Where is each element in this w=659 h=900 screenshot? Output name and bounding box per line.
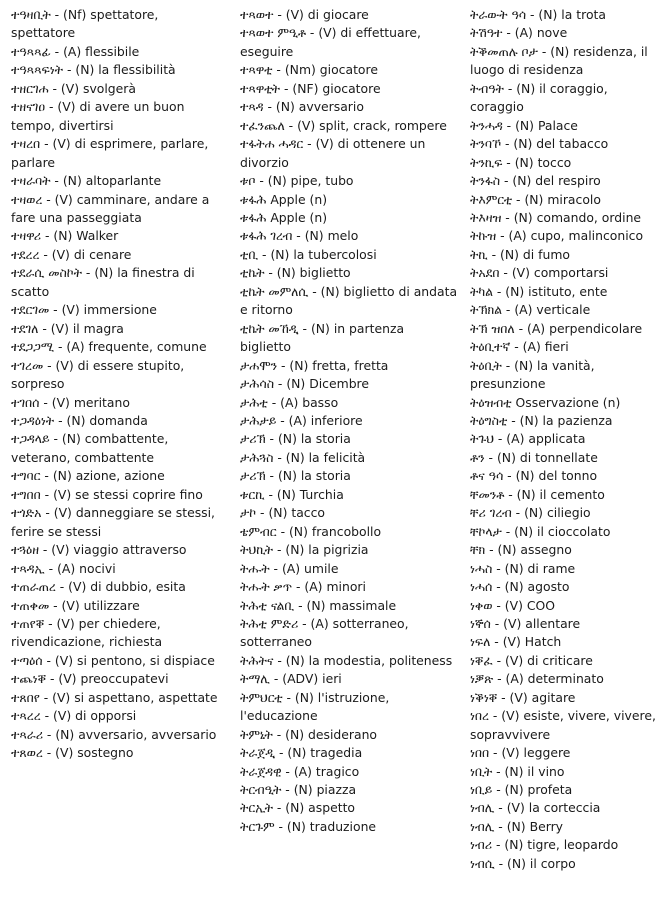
dictionary-entry: ታሕሳስ - (N) Dicembre — [240, 376, 369, 392]
dictionary-entry: ቸሪ ገረብ - (N) ciliegio — [470, 505, 591, 521]
dictionary-entry: ታሕቲ - (A) basso — [240, 394, 339, 410]
dictionary-entry: ነቀወ - (V) COO — [470, 597, 556, 613]
dictionary-entry: ትዕቢት - (N) la vanità, presunzione — [470, 357, 595, 392]
dictionary-entry: ትብዓት - (N) il coraggio, coraggio — [470, 80, 608, 115]
dictionary-entry: ተዓጻጻፍነት - (N) la flessibilità — [11, 62, 176, 78]
dictionary-entry: ትምኒት - (N) desiderano — [240, 726, 378, 742]
dictionary-entry: ትርኢት - (N) aspetto — [240, 800, 356, 816]
dictionary-entry: ተጎድአ - (V) danneggiare se stessi, ferire se stessi — [11, 505, 215, 539]
dictionary-entry: ተጣዕሰ - (V) si pentono, si dispiace — [11, 652, 215, 668]
dictionary-entry: ነበረ - (V) esiste, vivere, vivere, sopravvivere — [470, 708, 656, 742]
dictionary-entry: ተደጋጋሚ - (A) frequente, comune — [11, 339, 207, 355]
dictionary-entry: ትአደበ - (V) comportarsi — [470, 265, 609, 281]
dictionary-entry: ተጸወረ - (V) sostegno — [11, 745, 134, 761]
dictionary-entry: ትራውት ዓሳ - (N) la trota — [470, 7, 606, 22]
dictionary-entry: ነብሪ - (N) tigre, leopardo — [470, 837, 619, 853]
dictionary-entry: ትእምርቲ - (N) miracolo — [470, 191, 601, 207]
dictionary-entry: ተጻወተ ምዒቶ - (V) di effettuare, eseguire — [240, 25, 421, 59]
dictionary-entry: ተዛረበ - (V) di esprimere, parlare, parlare — [11, 136, 209, 170]
dictionary-entry: ትዕግስቲ - (N) la pazienza — [470, 412, 613, 428]
dictionary-entry: ታሐሞን - (N) fretta, fretta — [240, 357, 389, 373]
dictionary-entry: ትንሓዳ - (N) Palace — [470, 117, 578, 133]
dictionary-entry: ቸኮላታ - (N) il cioccolato — [470, 523, 611, 539]
dictionary-entry: ትምህርቲ - (N) l'istruzione, l'educazione — [240, 689, 390, 724]
dictionary-entry: ተጠቀመ - (V) utilizzare — [11, 597, 140, 613]
dictionary-entry: ነቓጽ - (A) determinato — [470, 671, 604, 687]
dictionary-entry: ቸመንቶ - (N) il cemento — [470, 486, 605, 502]
dictionary-entry: ትማሊ - (ADV) ieri — [240, 671, 342, 687]
dictionary-entry: ተፈንጨለ - (V) split, crack, rompere — [240, 117, 447, 133]
dictionary-entry: ቱቦ - (N) pipe, tubo — [240, 173, 354, 189]
dictionary-entry: ነብሲ - (N) il corpo — [470, 855, 576, 871]
dictionary-entry: ቱፋሕ ገረብ - (N) melo — [240, 228, 359, 244]
dictionary-entry: ነቕነቐ - (V) agitare — [470, 689, 576, 705]
dictionary-entry: ተፋትሐ ሓዳር - (V) di ottenere un divorzio — [240, 136, 426, 170]
dictionary-entry: ተገበሰ - (V) meritano — [11, 394, 130, 410]
dictionary-entry: ታሪኽ - (N) la storia — [240, 431, 351, 447]
dictionary-entry: ተደርገመ - (V) immersione — [11, 302, 157, 318]
dictionary-entry: ተጻወተ - (V) di giocare — [240, 7, 369, 22]
dictionary-entry: ትዕቢተኛ - (A) fieri — [470, 339, 569, 355]
dictionary-entry: ትራጀዲ - (N) tragedia — [240, 745, 363, 761]
dictionary-entry: ተጠየቐ - (V) per chiedere, rivendicazione, richiesta — [11, 615, 163, 650]
dictionary-entry: ተጻዳ - (N) avversario — [240, 99, 364, 115]
dictionary-entry: ትዕዝብቲ Osservazione (n) — [470, 394, 621, 410]
dictionary-entry: ቲኬት መኸዲ - (N) in partenza biglietto — [240, 320, 405, 355]
dictionary-entry: ትሑት - (A) umile — [240, 560, 339, 576]
dictionary-entry: ተግባር - (N) azione, azione — [11, 468, 165, 484]
dictionary-entry: ቲኬት መምለሲ - (N) biglietto di andata e ritorno — [240, 283, 458, 318]
dictionary-entry: ተዛራባት - (N) altoparlante — [11, 173, 162, 189]
dictionary-entry: ትርጉም - (N) traduzione — [240, 818, 377, 834]
dictionary-entry: ትንፋስ - (N) del respiro — [470, 173, 601, 189]
dictionary-entry: ተዘናገዐ - (V) di avere un buon tempo, divertirsi — [11, 99, 185, 133]
dictionary-entry: ታሪኽ - (N) la storia — [240, 468, 351, 484]
dictionary-entry: ቶን - (N) di tonnellate — [470, 449, 598, 465]
dictionary-entry: ተጓዕዘ - (V) viaggio attraverso — [11, 542, 187, 558]
dictionary-entry: ነብሊ - (V) la corteccia — [470, 800, 601, 816]
dictionary-entry: ተጸበየ - (V) si aspettano, aspettate — [11, 689, 218, 705]
dictionary-entry: ተዓዛቢት - (Nf) spettatore, spettatore — [11, 7, 159, 41]
dictionary-entry: ትእዛዝ - (N) comando, ordine — [470, 209, 642, 225]
dictionary-entry: ትኪ - (N) di fumo — [470, 246, 570, 262]
dictionary-entry: ቱርኪ - (N) Turchia — [240, 486, 344, 502]
dictionary-entry: ተጋዳዕነት - (N) domanda — [11, 412, 148, 428]
dictionary-entry: ትኽክል - (A) verticale — [470, 302, 591, 318]
dictionary-entry: ትሑት ቃጥ - (A) minori — [240, 579, 366, 595]
dictionary-entry: ታሕጓስ - (N) la felicità — [240, 449, 366, 465]
dictionary-entry: ትቕመጠሉ ቦታ - (N) residenza, il luogo di residenza — [470, 43, 648, 78]
dictionary-entry: ተጠራጠረ - (V) di dubbio, esita — [11, 579, 186, 595]
dictionary-entry: ተጻዋቲ - (Nm) giocatore — [240, 62, 378, 78]
dictionary-entry: ተደራሲ መስኮት - (N) la finestra di scatto — [11, 265, 195, 299]
dictionary-entry: ቶና ዓሳ - (N) del tonno — [470, 468, 598, 484]
dictionary-entry: ነሓሰ - (N) agosto — [470, 579, 570, 595]
dictionary-entry: ታሕታይ - (A) inferiore — [240, 412, 363, 428]
dictionary-entry: ነቢይ - (N) profeta — [470, 782, 573, 798]
dictionary-entry: ትሽዓተ - (A) nove — [470, 25, 568, 41]
dictionary-entry: ቲቢ - (N) la tubercolosi — [240, 246, 377, 262]
dictionary-entry: ትርብዒት - (N) piazza — [240, 782, 357, 798]
dictionary-entry: ነፍለ - (V) Hatch — [470, 634, 562, 650]
dictionary-entry: ቴምብር - (N) francobollo — [240, 523, 382, 539]
dictionary-entry: ነቢት - (N) il vino — [470, 763, 565, 779]
dictionary-entry: ትኽ ዝበለ - (A) perpendicolare — [470, 320, 643, 336]
dictionary-entry: ተጻረረ - (V) di opporsi — [11, 708, 137, 724]
dictionary-entry: ትራጀዳዊ - (A) tragico — [240, 763, 360, 779]
dictionary-entry: ነበበ - (V) leggere — [470, 745, 571, 761]
dictionary-entry: ነቐፈ - (V) di criticare — [470, 652, 593, 668]
dictionary-entry: ተገረመ - (V) di essere stupito, sorpreso — [11, 357, 185, 392]
dictionary-column-3 — [470, 6, 658, 873]
dictionary-column-1 — [11, 6, 221, 763]
dictionary-entry: ትንባኾ - (N) del tabacco — [470, 136, 609, 152]
dictionary-entry: ነብሊ - (N) Berry — [470, 818, 564, 834]
dictionary-entry: ትህኪት - (N) la pigrizia — [240, 542, 369, 558]
dictionary-entry: ተዛዋሪ - (N) Walker — [11, 228, 119, 244]
dictionary-entry: ተጻዋቲት - (NF) giocatore — [240, 80, 381, 96]
dictionary-entry: ተዘርገሐ - (V) svolgerà — [11, 80, 136, 96]
dictionary-entry: ትኩዝ - (A) cupo, malinconico — [470, 228, 644, 244]
dictionary-entry: ትካል - (N) istituto, ente — [470, 283, 608, 299]
dictionary-entry: ተደረረ - (V) di cenare — [11, 246, 132, 262]
dictionary-entry: ተደገለ - (V) il magra — [11, 320, 124, 336]
dictionary-entry: ትሕቲ ምድሪ - (A) sotterraneo, sotterraneo — [240, 615, 409, 650]
dictionary-entry: ተጋዳላይ - (N) combattente, veterano, combattente — [11, 431, 169, 465]
dictionary-entry: ትሕትና - (N) la modestia, politeness — [240, 652, 453, 668]
dictionary-entry: ትንኪፍ - (N) tocco — [470, 154, 572, 170]
dictionary-entry: ተጻራሪ - (N) avversario, avversario — [11, 726, 217, 742]
dictionary-entry: ተጨነቐ - (V) preoccupatevi — [11, 671, 169, 687]
dictionary-entry: ትሕቲ ናልቢ - (N) massimale — [240, 597, 397, 613]
dictionary-entry: ነኞሰ - (V) allentare — [470, 615, 581, 631]
dictionary-entry: ቲኬት - (N) biglietto — [240, 265, 351, 281]
dictionary-entry: ተጻዳኢ - (A) nocivi — [11, 560, 116, 576]
dictionary-entry: ተዓጻጻፊ - (A) flessibile — [11, 43, 140, 59]
dictionary-entry: ታኮ - (N) tacco — [240, 505, 326, 521]
dictionary-entry: ተግበበ - (V) se stessi coprire fino — [11, 486, 203, 502]
dictionary-entry: ነሓስ - (N) di rame — [470, 560, 576, 576]
dictionary-column-2 — [240, 6, 458, 836]
dictionary-entry: ቱፋሕ Apple (n) — [240, 209, 328, 225]
dictionary-entry: ተዛወረ - (V) camminare, andare a fare una passeggiata — [11, 191, 210, 225]
dictionary-entry: ቸክ - (N) assegno — [470, 542, 572, 558]
dictionary-entry: ትጉህ - (A) applicata — [470, 431, 586, 447]
dictionary-entry: ቱፋሕ Apple (n) — [240, 191, 328, 207]
